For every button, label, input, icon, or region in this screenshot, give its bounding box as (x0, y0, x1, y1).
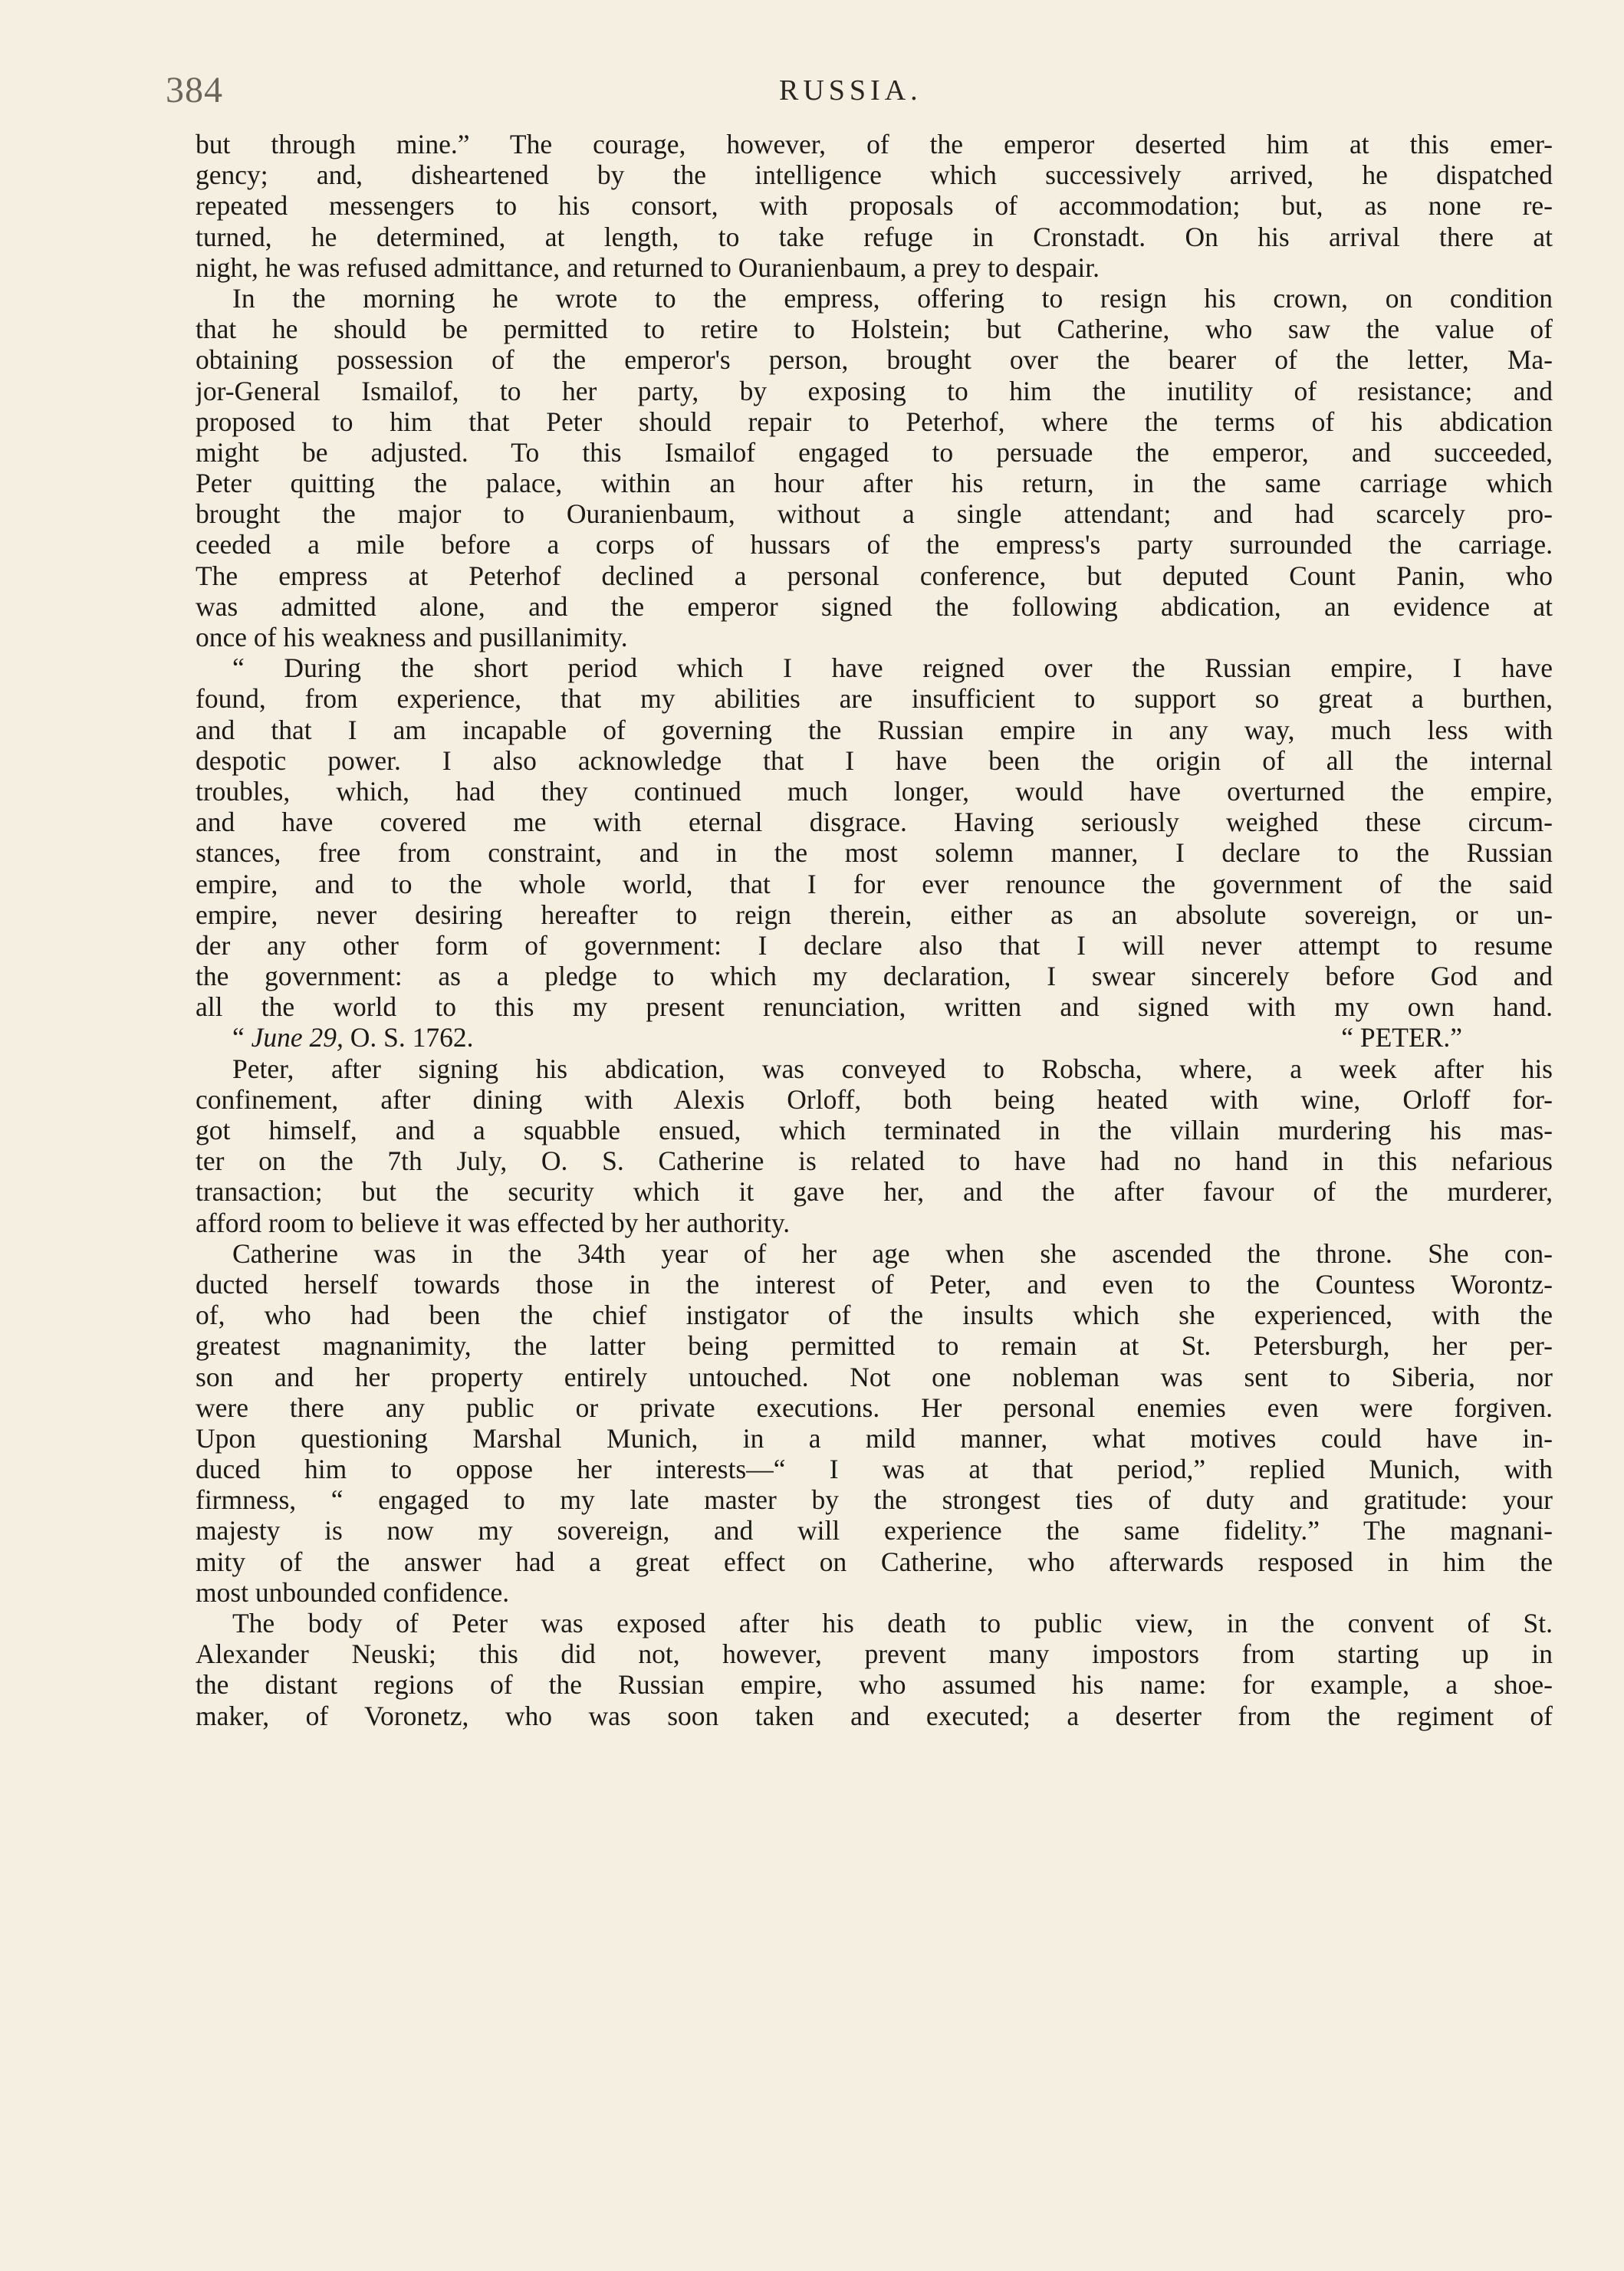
running-title: RUSSIA. (779, 74, 922, 107)
text-line: ceeded a mile before a corps of hussars of the empress's party surrounded the carriage. (196, 529, 1553, 560)
text-line: turned, he determined, at length, to take refuge in Cronstadt. On his arrival there at (196, 221, 1553, 252)
text-line: night, he was refused admittance, and returned to Ouranienbaum, a prey to despair. (196, 251, 1100, 283)
text-line: stances, free from constraint, and in the most solemn manner, I declare to the Russian (196, 837, 1553, 869)
text-line: gency; and, disheartened by the intelligence which successively arrived, he dispatched (196, 159, 1553, 191)
text-line: firmness, “ engaged to my late master by the strongest ties of duty and gratitude: your (196, 1484, 1553, 1516)
text-line: brought the major to Ouranienbaum, without a single attendant; and had scarcely pro- (196, 498, 1553, 530)
text-line: son and her property entirely untouched. Not one nobleman was sent to Siberia, nor (196, 1361, 1553, 1392)
text-line: The empress at Peterhof declined a personal conference, but deputed Count Panin, who (196, 560, 1553, 591)
text-line: and that I am incapable of governing the Russian empire in any way, much less with (196, 714, 1553, 745)
text-line: majesty is now my sovereign, and will experience the same fidelity.” The magnani- (196, 1515, 1553, 1546)
text-line: Peter quitting the palace, within an hour after his return, in the same carriage which (196, 468, 1553, 499)
text-line: ducted herself towards those in the interest of Peter, and even to the Countess Worontz- (196, 1268, 1553, 1300)
text-line: Upon questioning Marshal Munich, in a mild manner, what motives could have in- (196, 1422, 1553, 1454)
text-line: despotic power. I also acknowledge that I have been the origin of all the internal (196, 744, 1553, 776)
text-line: got himself, and a squabble ensued, which terminated in the villain murdering his mas- (196, 1115, 1553, 1145)
text-line: empire, never desiring hereafter to reign therein, either as an absolute sovereign, or un- (196, 899, 1553, 930)
text-line: der any other form of government: I declare also that I will never attempt to resume (196, 929, 1553, 961)
text-line: jor-General Ismailof, to her party, by exposing to him the inutility of resistance; and (196, 375, 1553, 406)
signature-name: “ PETER.” (1341, 1022, 1462, 1053)
text-line: once of his weakness and pusillanimity. (196, 622, 628, 652)
text-line: confinement, after dining with Alexis Orloff, both being heated with wine, Orloff for- (196, 1083, 1553, 1115)
text-line: all the world to this my present renunciation, written and signed with my own hand. (196, 991, 1553, 1023)
text-line: of, who had been the chief instigator of the insults which she experienced, with the (196, 1300, 1553, 1331)
text-line: transaction; but the security which it gave her, and the after favour of the murderer, (196, 1176, 1553, 1208)
text-line: mity of the answer had a great effect on Catherine, who afterwards resposed in him the (196, 1546, 1553, 1577)
text-line: The body of Peter was exposed after his death to public view, in the convent of St. (232, 1608, 1553, 1638)
text-line: were there any public or private executions. Her personal enemies even were forgiven. (196, 1392, 1553, 1423)
text-line: the distant regions of the Russian empire, who assumed his name: for example, a shoe- (196, 1669, 1553, 1701)
signature-line (196, 1022, 1553, 1053)
signature-date: “ June 29, O. S. 1762. (232, 1022, 474, 1053)
text-line: was admitted alone, and the emperor signed the following abdication, an evidence at (196, 590, 1553, 622)
text-line: might be adjusted. To this Ismailof engaged to persuade the emperor, and succeeded, (196, 436, 1553, 468)
text-line: Peter, after signing his abdication, was conveyed to Robscha, where, a week after his (232, 1053, 1553, 1084)
text-line: repeated messengers to his consort, with proposals of accommodation; but, as none re- (196, 190, 1553, 222)
text-line: obtaining possession of the emperor's person, brought over the bearer of the letter, Ma- (196, 344, 1553, 376)
text-line: found, from experience, that my abilities are insufficient to support so great a burthen, (196, 683, 1553, 715)
text-line: duced him to oppose her interests—“ I was at that period,” replied Munich, with (196, 1454, 1553, 1485)
text-line: Catherine was in the 34th year of her age when she ascended the throne. She con- (232, 1237, 1553, 1269)
text-line: maker, of Voronetz, who was soon taken and executed; a deserter from the regiment of (196, 1700, 1553, 1731)
body-text (196, 129, 1553, 1731)
text-line: that he should be permitted to retire to Holstein; but Catherine, who saw the value of (196, 314, 1553, 345)
running-head (166, 69, 1561, 115)
text-line: most unbounded confidence. (196, 1576, 510, 1608)
text-line: ter on the 7th July, O. S. Catherine is related to have had no hand in this nefarious (196, 1145, 1553, 1177)
text-line: afford room to believe it was effected by her authority. (196, 1207, 791, 1238)
text-line: but through mine.” The courage, however, of the emperor deserted him at this emer- (196, 129, 1553, 159)
text-line: empire, and to the whole world, that I for ever renounce the government of the said (196, 868, 1553, 899)
text-line: “ During the short period which I have reigned over the Russian empire, I have (232, 652, 1553, 684)
text-line: Alexander Neuski; this did not, however, prevent many impostors from starting up in (196, 1638, 1553, 1670)
text-line: In the morning he wrote to the empress, offering to resign his crown, on condition (232, 282, 1553, 314)
text-line: and have covered me with eternal disgrace. Having seriously weighed these circum- (196, 807, 1553, 838)
page-number: 384 (166, 70, 223, 110)
text-line: troubles, which, had they continued much longer, would have overturned the empire, (196, 775, 1553, 807)
text-line: greatest magnanimity, the latter being permitted to remain at St. Petersburgh, her per- (196, 1330, 1553, 1362)
text-line: the government: as a pledge to which my declaration, I swear sincerely before God and (196, 961, 1553, 992)
text-line: proposed to him that Peter should repair to Peterhof, where the terms of his abdication (196, 406, 1553, 437)
